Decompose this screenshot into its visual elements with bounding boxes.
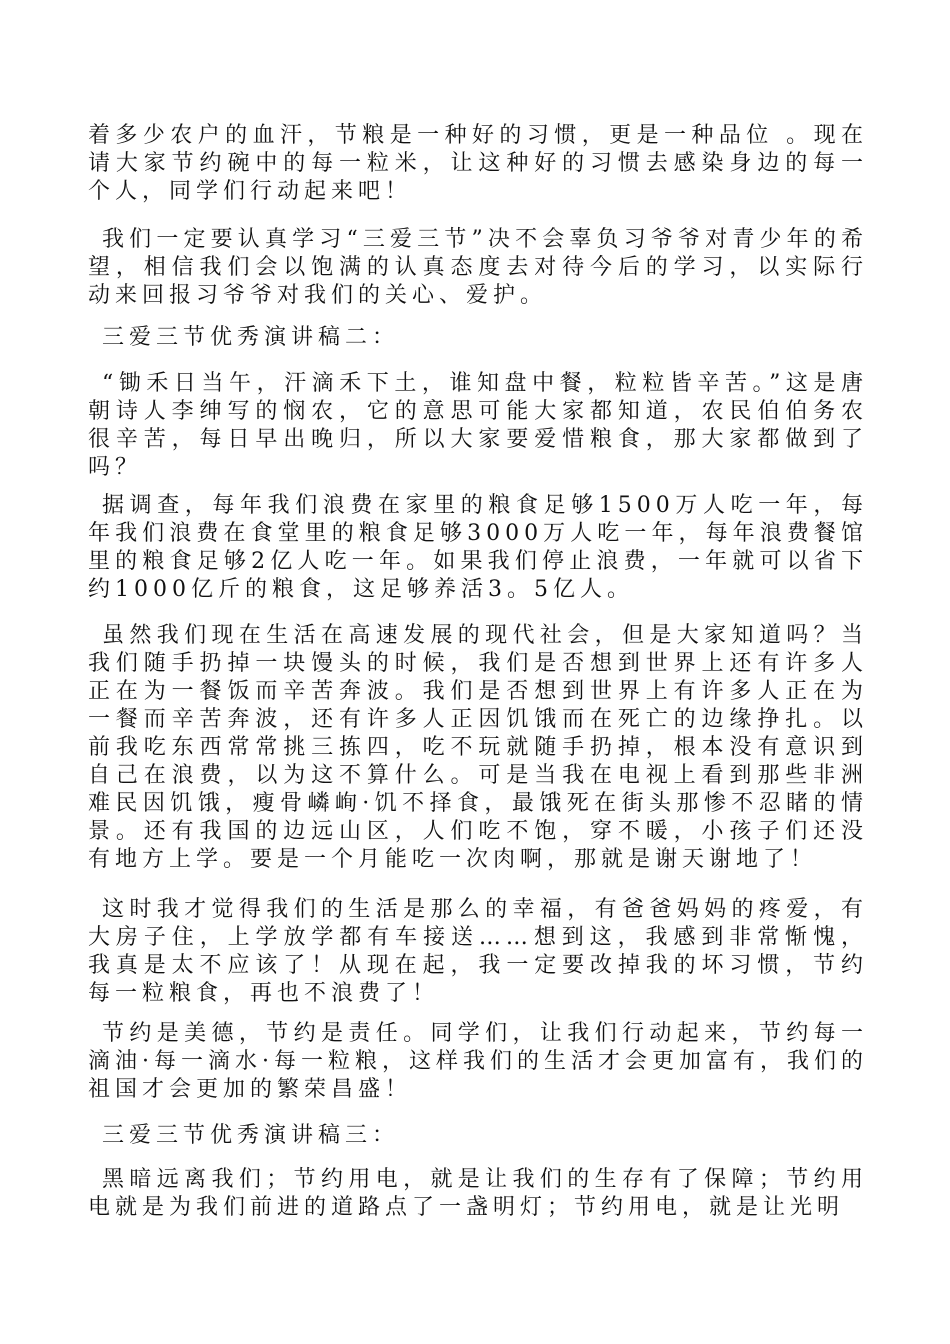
paragraph-6: 这时我才觉得我们的生活是那么的幸福，有爸爸妈妈的疼爱，有大房子住，上学放学都有车接送……想到这，我感到非常惭愧，我真是太不应该了！从现在起，我一定要改掉我的坏习惯，节约每一粒粮食，再也不浪费了！	[88, 897, 868, 1006]
paragraph-4: 据调查，每年我们浪费在家里的粮食足够1500万人吃一年，每年我们浪费在食堂里的粮食足够3000万人吃一年，每年浪费餐馆里的粮食足够2亿人吃一年。如果我们停止浪费，一年就可以省下约1000亿斤的粮食，这足够养活3。5亿人。	[88, 493, 868, 602]
paragraph-7: 节约是美德，节约是责任。同学们，让我们行动起来，节约每一滴油·每一滴水·每一粒粮，这样我们的生活才会更加富有，我们的祖国才会更加的繁荣昌盛！	[88, 1021, 868, 1102]
paragraph-8: 黑暗远离我们；节约用电，就是让我们的生存有了保障；节约用电就是为我们前进的道路点了一盏明灯；节约用电，就是让光明	[88, 1167, 868, 1220]
paragraph-2: 我们一定要认真学习“三爱三节”决不会辜负习爷爷对青少年的希望，相信我们会以饱满的认真态度去对待今后的学习，以实际行动来回报习爷爷对我们的关心、爱护。	[88, 227, 868, 308]
paragraph-3: “锄禾日当午，汗滴禾下土，谁知盘中餐，粒粒皆辛苦。”这是唐朝诗人李绅写的悯农，它的意思可能大家都知道，农民伯伯务农很辛苦，每日早出晚归，所以大家要爱惜粮食，那大家都做到了吗？	[88, 371, 868, 480]
paragraph-1: 着多少农户的血汗，节粮是一种好的习惯，更是一种品位 。现在请大家节约碗中的每一粒米，让这种好的习惯去感染身边的每一个人，同学们行动起来吧！	[88, 123, 868, 204]
section-heading-2: 三爱三节优秀演讲稿二：	[102, 325, 400, 350]
paragraph-5: 虽然我们现在生活在高速发展的现代社会，但是大家知道吗？当我们随手扔掉一块馒头的时候，我们是否想到世界上还有许多人正在为一餐饭而辛苦奔波。我们是否想到世界上有许多人正在为一餐而辛苦奔波，还有许多人正因饥饿而在死亡的边缘挣扎。以前我吃东西常常挑三拣四，吃不玩就随手扔掉，根本没有意识到自己在浪费，以为这不算什么。可是当我在电视上看到那些非洲难民因饥饿，瘦骨嶙峋·饥不择食，最饿死在街头那惨不忍睹的情景。还有我国的边远山区，人们吃不饱，穿不暖，小孩子们还没有地方上学。要是一个月能吃一次肉啊，那就是谢天谢地了！	[88, 623, 868, 872]
section-heading-3: 三爱三节优秀演讲稿三：	[102, 1123, 400, 1148]
